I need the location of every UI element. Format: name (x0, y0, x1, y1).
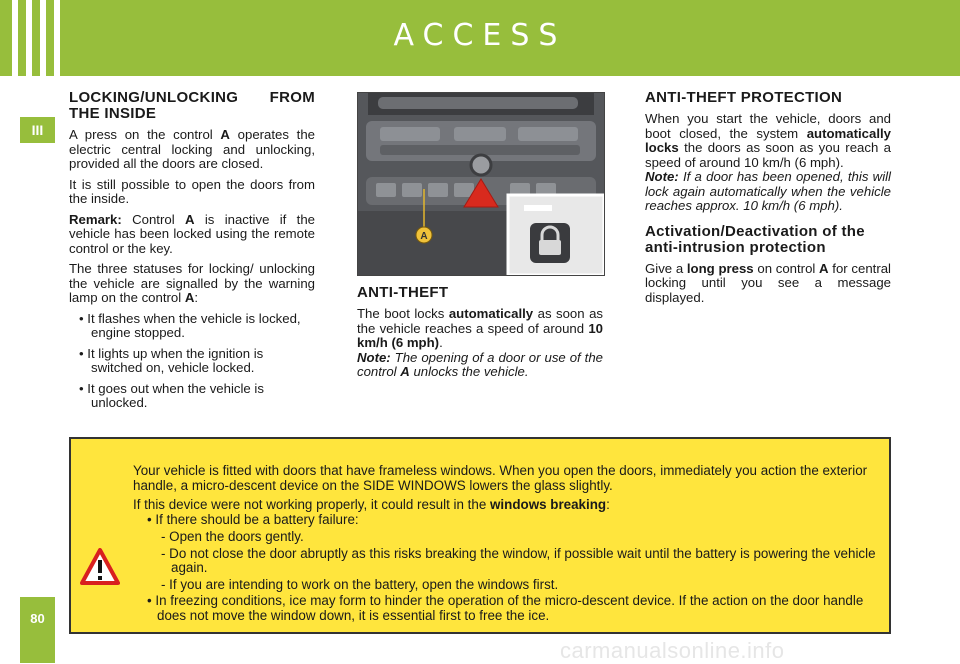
warning-paragraph: If this device were not working properly, it could result in the windows breaking: (133, 497, 610, 512)
watermark: carmanualsonline.info (560, 638, 785, 663)
warning-subitem: - Open the doors gently. (161, 529, 304, 544)
right-column (645, 90, 891, 311)
paragraph: When you start the vehicle, doors and boot closed, the system automatically locks the doors as soon as you reach a speed of around 10 km/h (6 mph). (645, 111, 891, 170)
list-item: • It goes out when the vehicle is unlocked. (79, 382, 315, 411)
status-list (69, 312, 315, 411)
page-title: ACCESS (393, 18, 567, 53)
left-column (69, 90, 315, 417)
control-a-label: A (420, 231, 428, 242)
list-item: • It flashes when the vehicle is locked, engine stopped. (79, 312, 315, 341)
paragraph: The boot locks automatically as soon as the vehicle reaches a speed of around 10 km/h (6 mph). (357, 306, 603, 350)
paragraph: Give a long press on control A for central locking until you see a message displayed. (645, 260, 891, 305)
warning-subitem: - If you are intending to work on the battery, open the windows first. (161, 576, 559, 592)
list-item: • It lights up when the ignition is switched on, vehicle locked. (79, 347, 315, 376)
note-paragraph: Note: If a door has been opened, this will lock again automatically when the vehicle reaches approx. 10 km/h (6 mph). (645, 169, 891, 213)
section-heading-locking: LOCKING/UNLOCKING FROM THE INSIDE (69, 89, 315, 122)
middle-column (357, 285, 603, 386)
warning-bullet: • In freezing conditions, ice may form to hinder the operation of the micro-descent device. If the action on the door handle does not move the window down, it is essential first to free the ice. (147, 593, 864, 623)
warning-subitem: - Do not close the door abruptly as this risks breaking the window, if possible wait until the battery is powering the vehicle again. (161, 545, 876, 575)
warning-text (133, 464, 887, 628)
paragraph: A press on the control A operates the electric central locking and unlocking, provided all the doors are closed. (69, 127, 316, 171)
section-heading-protection: ANTI-THEFT PROTECTION (645, 89, 843, 106)
chapter-tab: III (20, 117, 55, 143)
paragraph: It is still possible to open the doors from the inside. (69, 176, 315, 206)
section-heading-anti-theft: ANTI-THEFT (357, 284, 449, 301)
page-number: 80 (20, 597, 55, 663)
note-paragraph: Note: The opening of a door or use of the control A unlocks the vehicle. (357, 349, 603, 379)
paragraph: The three statuses for locking/ unlocking the vehicle are signalled by the warning lamp on the control A: (69, 261, 315, 305)
section-heading-activation: Activation/Deactivation of the anti-intrusion protection (645, 222, 865, 256)
warning-triangle-icon (80, 548, 120, 585)
warning-box (69, 437, 891, 634)
header-band (0, 0, 960, 76)
remark-paragraph: Remark: Control A is inactive if the vehicle has been locked using the remote control or the key. (69, 211, 315, 256)
warning-paragraph: Your vehicle is fitted with doors that have frameless windows. When you open the doors, immediately you action the exterior handle, a micro-descent device on the SIDE WINDOWS lowers the glass slightly. (133, 463, 868, 493)
dashboard-photo (357, 92, 605, 276)
warning-bullet: • If there should be a battery failure: (147, 511, 359, 527)
dashboard-illustration (358, 93, 604, 275)
